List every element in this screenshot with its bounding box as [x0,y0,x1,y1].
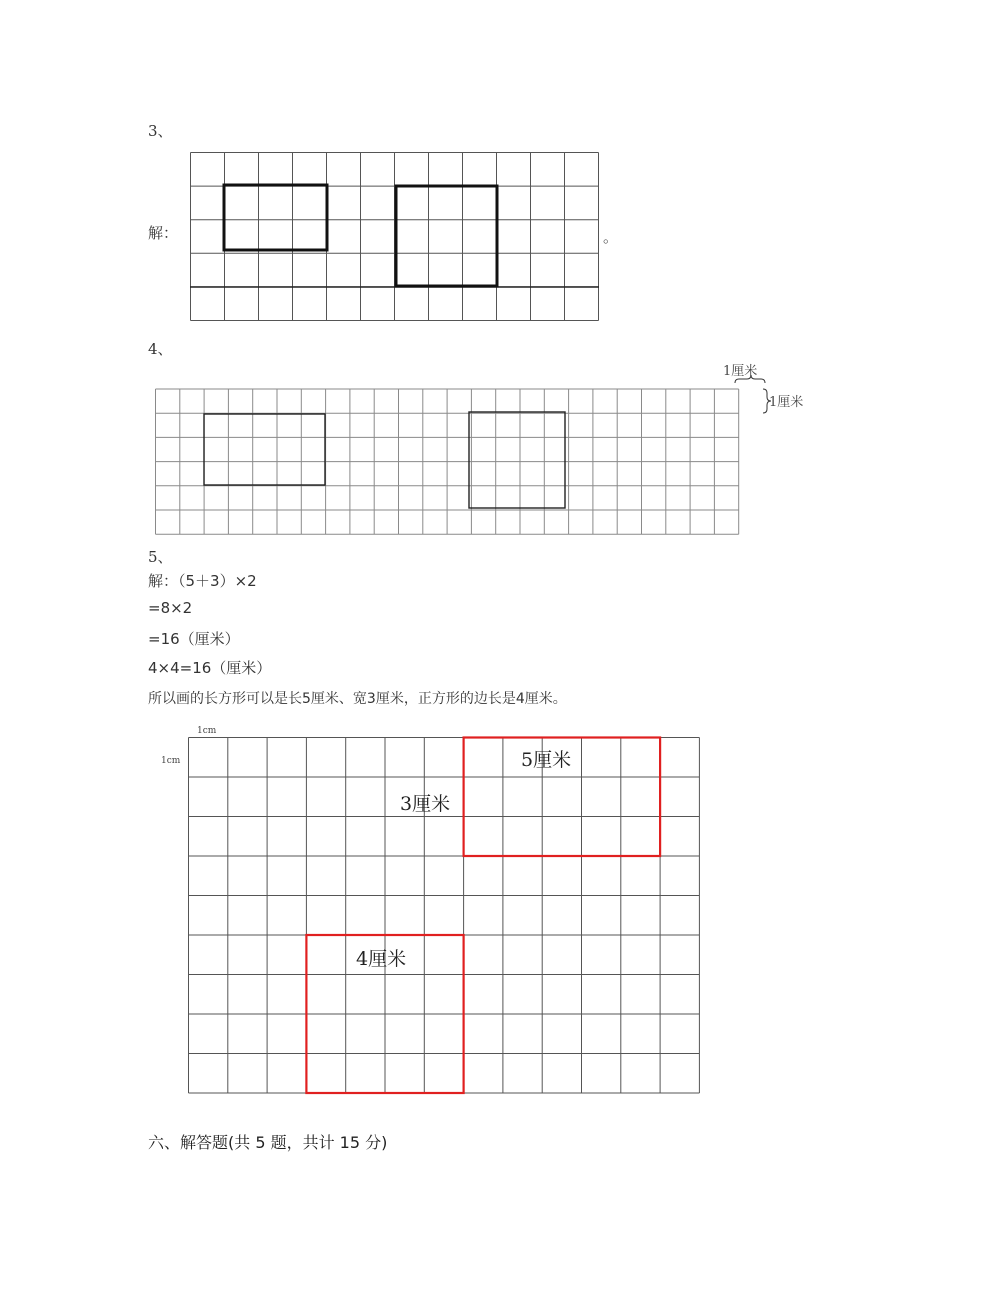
q5-length-label: 5厘米 [521,749,572,771]
q3-rectangle-left [224,185,327,250]
q3-number: 3、 [148,122,173,140]
q4-unit-side: 1厘米 [769,395,804,410]
q4-number: 4、 [148,340,173,358]
q3-rectangle-right [396,186,497,286]
q5-square-side-label: 4厘米 [356,948,407,970]
q3-solution-label: 解： [148,224,179,242]
q5-width-label: 3厘米 [400,793,451,815]
q5-line-3: =16（厘米） [148,630,240,648]
q4-top-brace [735,375,765,383]
q4-grid-figure [155,375,775,535]
q5-unit-x: 1cm [197,726,217,736]
q5-line-4: 4×4=16（厘米） [148,659,272,677]
q5-line-1: 解：（5＋3）×2 [148,572,257,590]
q5-number: 5、 [148,548,173,566]
q4-side-brace [763,389,771,413]
q4-square [469,412,565,508]
section-6-title: 六、解答题(共 5 题，共计 15 分) [148,1133,388,1152]
q3-grid-figure [190,152,600,322]
q4-rectangle [204,414,325,485]
q5-unit-y: 1cm [161,756,181,766]
q5-line-2: =8×2 [148,599,193,617]
q3-trailing-mark: 。 [603,228,619,246]
q5-conclusion: 所以画的长方形可以是长5厘米、宽3厘米，正方形的边长是4厘米。 [148,691,567,707]
q4-unit-top: 1厘米 [723,364,758,379]
